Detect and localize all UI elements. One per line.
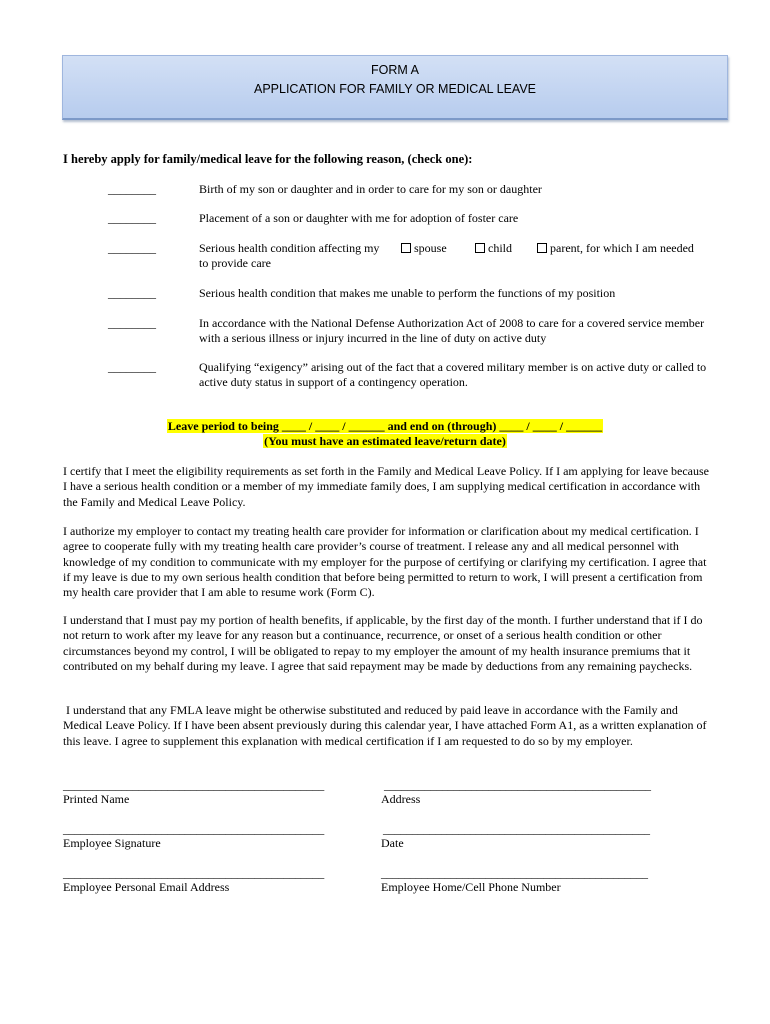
reason-text-after: to provide care <box>199 256 271 270</box>
checkbox-parent[interactable] <box>537 241 694 256</box>
leave-period-note <box>0 434 770 449</box>
form-label: FORM A <box>371 63 419 77</box>
checkbox-label: child <box>488 241 512 255</box>
reason-text: Serious health condition that makes me unable to perform the functions of my position <box>199 286 616 300</box>
checkbox-child[interactable] <box>475 241 512 256</box>
checkbox-box[interactable] <box>537 243 547 253</box>
reason-text: Placement of a son or daughter with me for adoption of foster care <box>199 211 519 225</box>
leave-period-line[interactable] <box>0 419 770 434</box>
date-label: Date <box>381 836 404 850</box>
reason-text: Qualifying “exigency” arising out of the fact that a covered military member is on active duty or called to active duty status in support of a contingency operation. <box>199 360 707 389</box>
intro-text: I hereby apply for family/medical leave for the following reason, (check one): <box>63 152 473 166</box>
fmla-paragraph: I understand that any FMLA leave might be otherwise substituted and reduced by paid leave in accordance with the Family and Medical Leave Policy. If I have been absent previously during this calendar year, I have attached Form A1, as a written explanation of this leave. I agree to supplement this explanation with medical certification if I am requested to do so by my employer. <box>63 703 710 748</box>
form-header <box>62 55 728 120</box>
checkbox-label: parent, for which I am needed <box>550 241 694 255</box>
reason-check-blank[interactable]: ________ <box>108 241 156 255</box>
leave-period-text: Leave period to being ____ / ____ / ______ and end on (through) ____ / ____ / ______ <box>167 419 603 433</box>
reason-check-blank[interactable]: ________ <box>108 316 156 330</box>
printed-name-line[interactable]: _____________________________________________ <box>63 778 325 792</box>
reason-text: In accordance with the National Defense Authorization Act of 2008 to care for a covered service member with a serious illness or injury incurred in the line of duty on active duty <box>199 316 705 345</box>
employee-signature-label: Employee Signature <box>63 836 161 850</box>
date-line[interactable]: ______________________________________________ <box>383 822 650 836</box>
reason-check-blank[interactable]: ________ <box>108 182 156 196</box>
checkbox-box[interactable] <box>475 243 485 253</box>
reason-check-blank[interactable]: ________ <box>108 211 156 225</box>
checkbox-label: spouse <box>414 241 447 255</box>
leave-period-note-text: (You must have an estimated leave/return date) <box>264 434 506 448</box>
email-label: Employee Personal Email Address <box>63 880 230 894</box>
checkbox-box[interactable] <box>401 243 411 253</box>
employee-signature-line[interactable]: _____________________________________________ <box>63 822 325 836</box>
certify-paragraph: I certify that I meet the eligibility requirements as set forth in the Family and Medical Leave Policy. If I am applying for leave because I have a serious health condition or a member of my immediate family does, I am supplying medical certification in accordance with the Family and Medical Leave Policy. <box>63 464 709 509</box>
reason-check-blank[interactable]: ________ <box>108 286 156 300</box>
checkbox-spouse[interactable] <box>401 241 447 256</box>
address-label: Address <box>381 792 421 806</box>
address-line[interactable]: ______________________________________________ <box>384 778 651 792</box>
reason-text <box>199 241 399 271</box>
authorize-paragraph: I authorize my employer to contact my treating health care provider for information or clarification about my medical certification. I agree to cooperate fully with my treating health care provider’s course of treatment. I release any and all medical personnel with knowledge of my condition to communicate with my employer for the purpose of certifying or clarifying my certification. I agree that if my leave is due to my own serious health condition that before being permitted to return to work, I will present a certification from my health care provider that I am able to resume work (Form C). <box>63 524 707 600</box>
reason-text: Birth of my son or daughter and in order to care for my son or daughter <box>199 182 542 196</box>
phone-label: Employee Home/Cell Phone Number <box>381 880 561 894</box>
printed-name-label: Printed Name <box>63 792 130 806</box>
phone-line[interactable]: ______________________________________________ <box>381 866 648 880</box>
email-line[interactable]: _____________________________________________ <box>63 866 325 880</box>
reason-text-before: Serious health condition affecting my <box>199 241 380 255</box>
form-title: APPLICATION FOR FAMILY OR MEDICAL LEAVE <box>253 82 536 96</box>
benefits-paragraph: I understand that I must pay my portion of health benefits, if applicable, by the first day of the month. I further understand that if I do not return to work after my leave for any reason but a continuance, recurrence, or onset of a serious health condition or other circumstances beyond my control, I will be obligated to repay to my employer the amount of my health insurance premiums that it contributed on my behalf during my leave. I agree that said repayment may be made by deductions from any remaining paychecks. <box>63 613 703 673</box>
reason-check-blank[interactable]: ________ <box>108 360 156 374</box>
